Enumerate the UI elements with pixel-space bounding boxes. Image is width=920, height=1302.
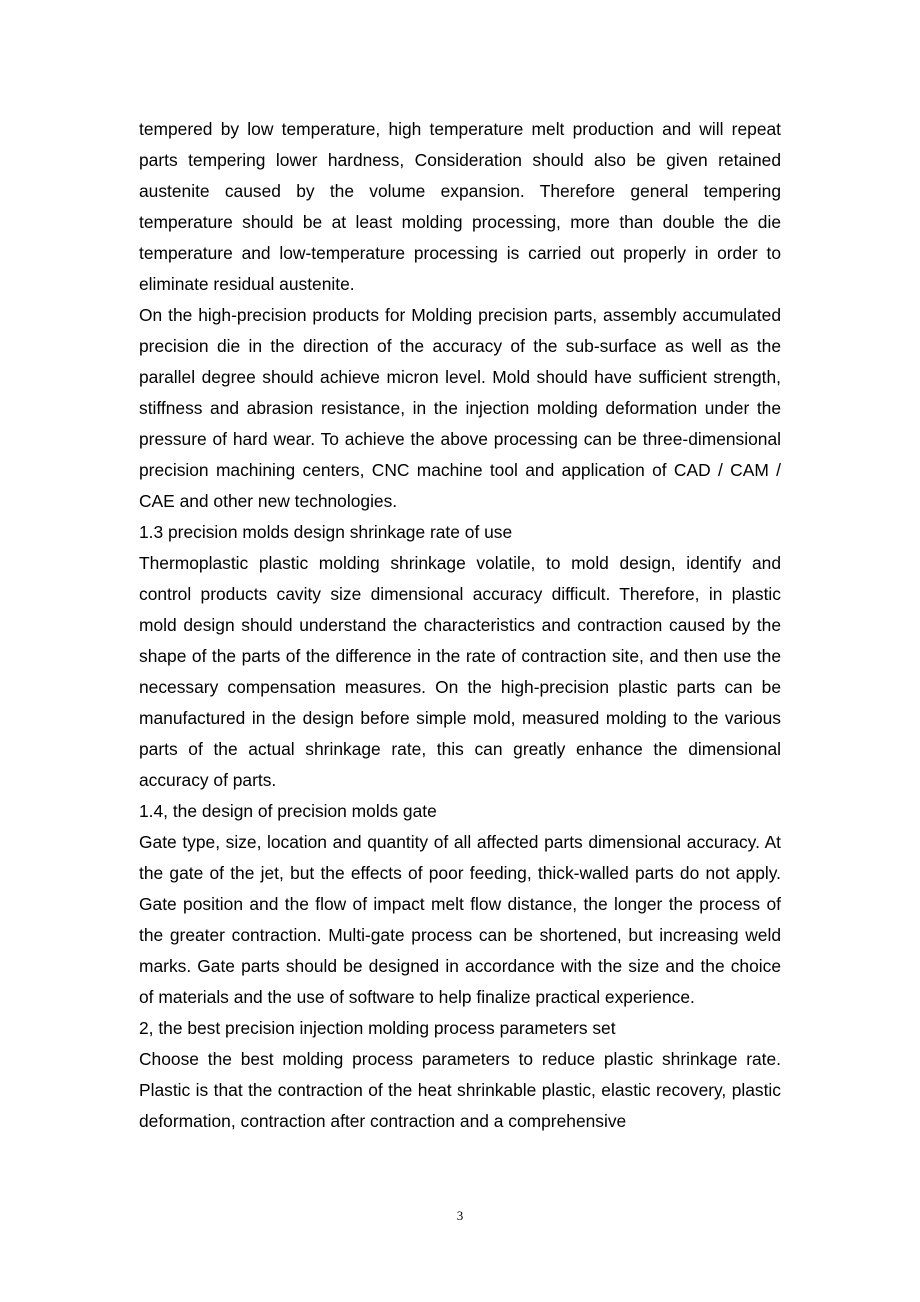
paragraph-gate: Gate type, size, location and quantity of all affected parts dimensional accuracy. At the gate of the jet, but the effects of poor feeding, thick-walled parts do not apply. Gate position and the flow of impact melt flow distance, the longer the process of the greater contraction. Multi-gate process can be shortened, but increasing weld marks. Gate parts should be designed in accordance with the size and the choice of materials and the use of software to help finalize practical experience. [139,832,781,1007]
section-heading-process-parameters: 2, the best precision injection molding process parameters set [139,1018,616,1038]
section-heading-gate-design: 1.4, the design of precision molds gate [139,801,437,821]
paragraph-shrinkage: Thermoplastic plastic molding shrinkage volatile, to mold design, identify and control products cavity size dimensional accuracy difficult. Therefore, in plastic mold design should understand the characteristics and contraction caused by the shape of the parts of the difference in the rate of contraction site, and then use the necessary compensation measures. On the high-precision plastic parts can be manufactured in the design before simple mold, measured molding to the various parts of the actual shrinkage rate, this can greatly enhance the dimensional accuracy of parts. [139,553,781,790]
page-number: 3 [456,1208,464,1223]
paragraph-tempering: tempered by low temperature, high temperature melt production and will repeat parts tempering lower hardness, Consideration should also be given retained austenite caused by the volume expansion. Therefore general tempering temperature should be at least molding processing, more than double the die temperature and low-temperature processing is carried out properly in order to eliminate residual austenite. [139,119,781,294]
body-text [139,114,781,1137]
paragraph-high-precision-products: On the high-precision products for Molding precision parts, assembly accumulated precision die in the direction of the accuracy of the sub-surface as well as the parallel degree should achieve micron level. Mold should have sufficient strength, stiffness and abrasion resistance, in the injection molding deformation under the pressure of hard wear. To achieve the above processing can be three-dimensional precision machining centers, CNC machine tool and application of CAD / CAM / CAE and other new technologies. [139,305,781,511]
paragraph-process-parameters: Choose the best molding process parameters to reduce plastic shrinkage rate. Plastic is that the contraction of the heat shrinkable plastic, elastic recovery, plastic deformation, contraction after contraction and a comprehensive [139,1049,781,1131]
section-heading-shrinkage-rate: 1.3 precision molds design shrinkage rate of use [139,522,513,542]
